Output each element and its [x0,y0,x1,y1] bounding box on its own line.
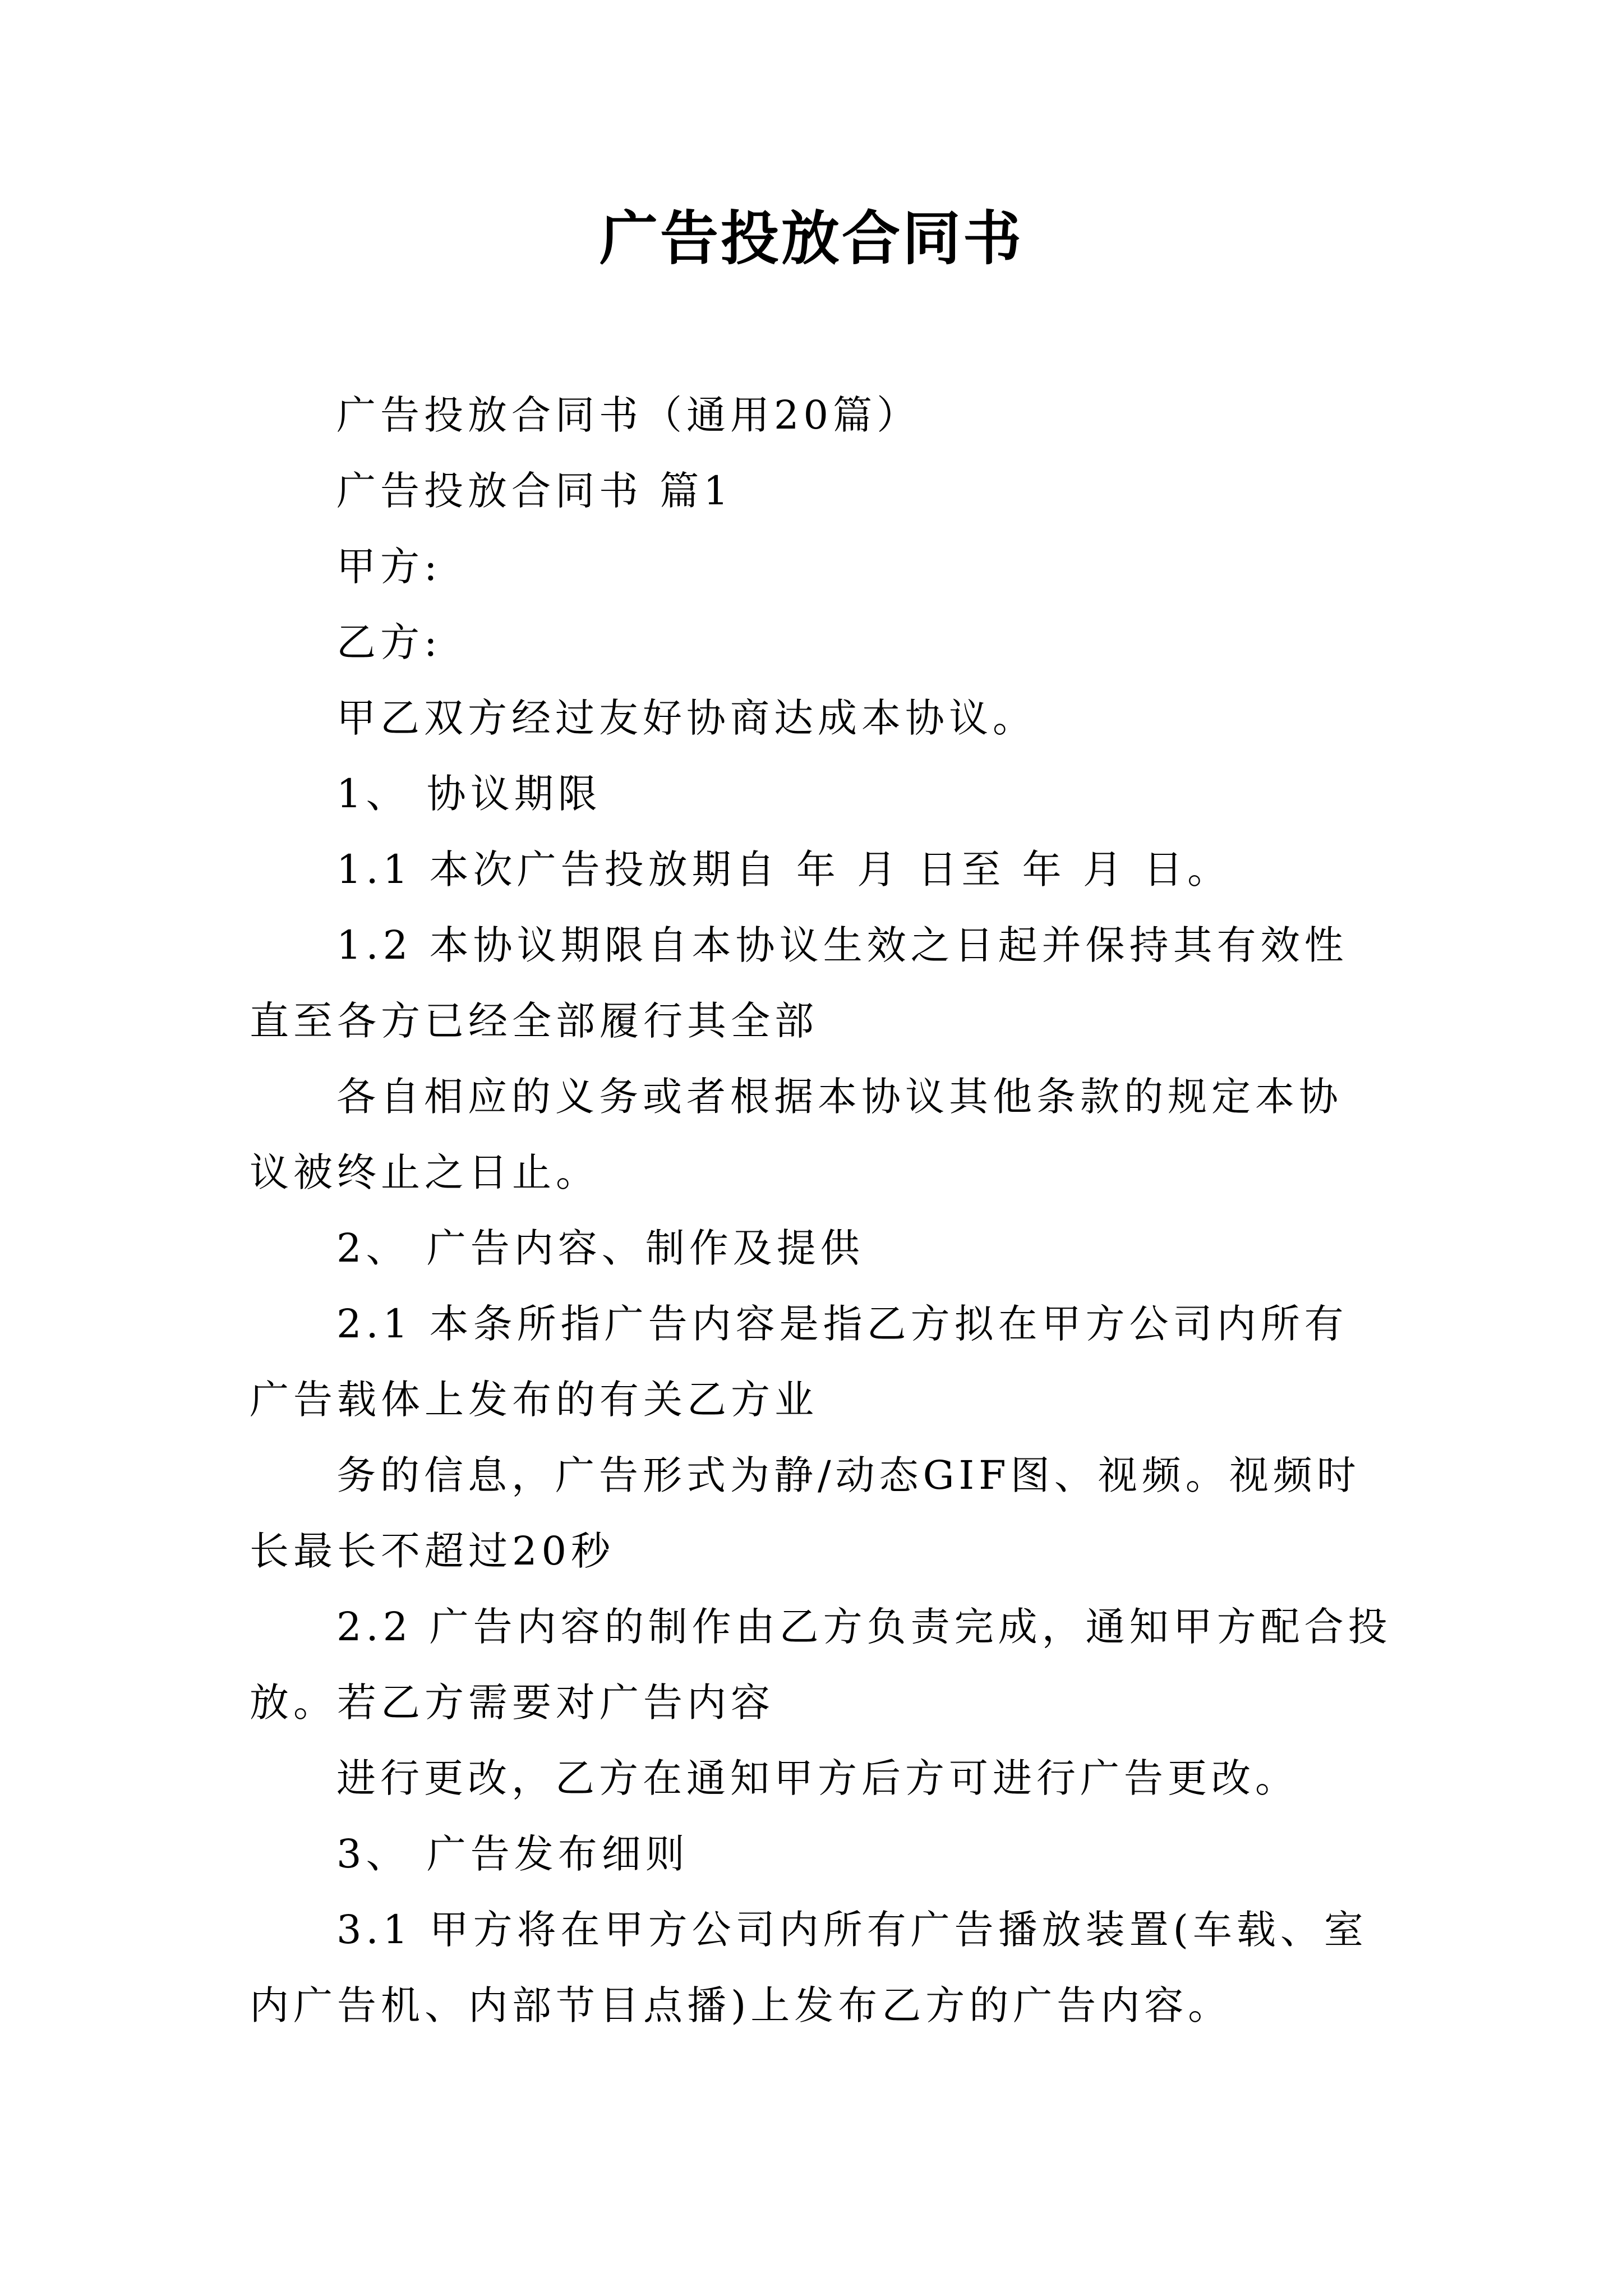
clause-2-2-line1: 2.2 广告内容的制作由乙方负责完成，通知甲方配合投 [336,1604,1392,1650]
clause-2-2-line3: 进行更改，乙方在通知甲方后方可进行广告更改。 [336,1755,1299,1801]
section-1-heading: 1、 协议期限 [336,771,602,817]
clause-1-2-line2: 直至各方已经全部履行其全部 [250,998,818,1044]
intro-paragraph: 甲乙双方经过友好协商达成本协议。 [336,695,1036,741]
clause-2-1-line2: 广告载体上发布的有关乙方业 [250,1377,818,1423]
clause-3-1-line1: 3.1 甲方将在甲方公司内所有广告播放装置(车载、室 [336,1907,1368,1953]
clause-2-2-line2: 放。若乙方需要对广告内容 [250,1680,774,1726]
party-b-label: 乙方: [336,619,442,665]
chapter-heading: 广告投放合同书 篇1 [336,468,733,514]
section-2-heading: 2、 广告内容、制作及提供 [336,1225,864,1271]
clause-1-2-line1: 1.2 本协议期限自本协议生效之日起并保持其有效性 [336,922,1348,968]
clause-2-1-line4: 长最长不超过20秒 [250,1528,615,1574]
clause-1-1: 1.1 本次广告投放期自 年 月 日至 年 月 日。 [336,846,1232,892]
clause-2-1-line1: 2.1 本条所指广告内容是指乙方拟在甲方公司内所有 [336,1301,1348,1347]
section-3-heading: 3、 广告发布细则 [336,1831,689,1877]
clause-1-2-line4: 议被终止之日止。 [250,1149,600,1195]
clause-2-1-line3: 务的信息，广告形式为静/动态GIF图、视频。视频时 [336,1452,1361,1498]
clause-1-2-line3: 各自相应的义务或者根据本协议其他条款的规定本协 [336,1074,1343,1120]
document-title: 广告投放合同书 [599,204,1023,273]
clause-3-1-line2: 内广告机、内部节目点播)上发布乙方的广告内容。 [250,1982,1232,2028]
document-subtitle: 广告投放合同书（通用20篇） [336,392,921,438]
party-a-label: 甲方: [336,544,442,590]
